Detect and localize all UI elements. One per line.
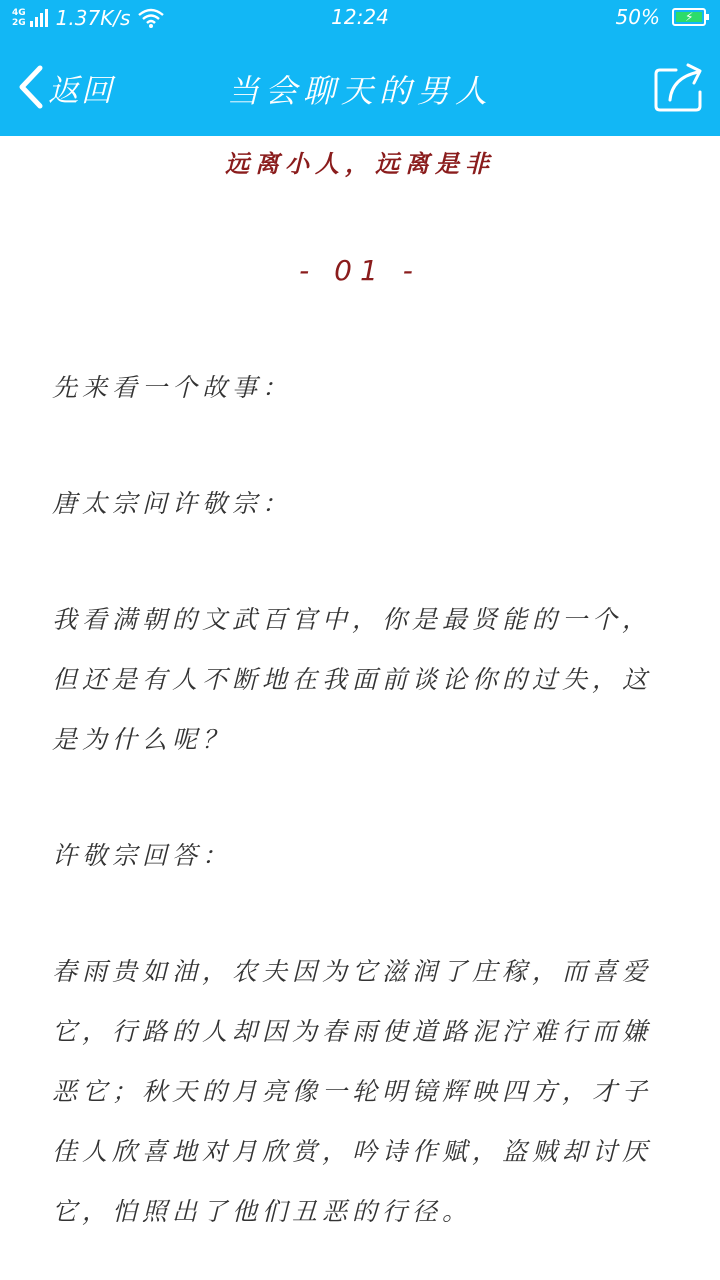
article-content[interactable] <box>0 136 720 1280</box>
back-label: 返回 <box>48 72 114 109</box>
status-bar <box>0 0 720 36</box>
chevron-left-icon <box>16 64 44 110</box>
battery-charging-icon: ⚡ <box>672 8 706 26</box>
share-icon <box>654 62 706 112</box>
status-time: 12:24 <box>331 5 389 29</box>
battery-percent: 50% <box>615 5 660 29</box>
article-paragraph: 唐太宗问许敬宗： <box>52 489 293 518</box>
section-number: - 01 - <box>299 254 421 287</box>
back-button[interactable] <box>16 62 114 112</box>
nav-bar <box>0 36 720 136</box>
article-paragraph: 我看满朝的文武百官中，你是最贤能的一个，但还是有人不断地在我面前谈论你的过失，这是为什么呢？ <box>52 605 653 754</box>
article-paragraph: 先来看一个故事： <box>52 373 293 402</box>
article-paragraph: 许敬宗回答： <box>52 841 233 870</box>
page-title: 当会聊天的男人 <box>226 72 493 110</box>
article-paragraph: 春雨贵如油，农夫因为它滋润了庄稼，而喜爱它，行路的人却因为春雨使道路泥泞难行而嫌恶它；秋天的月亮像一轮明镜辉映四方，才子佳人欣喜地对月欣赏，吟诗作赋，盗贼却讨厌它，怕照出了他们丑恶的行径。 <box>52 957 653 1226</box>
network-bottom-label: 2G <box>12 18 26 28</box>
share-button[interactable] <box>654 62 706 112</box>
network-speed: 1.37K/s <box>55 6 131 30</box>
app-header <box>0 0 720 136</box>
article-body <box>52 358 672 1280</box>
status-right <box>616 5 706 29</box>
network-top-label: 4G <box>12 8 26 18</box>
article-subtitle: 远离小人，远离是非 <box>225 150 495 178</box>
